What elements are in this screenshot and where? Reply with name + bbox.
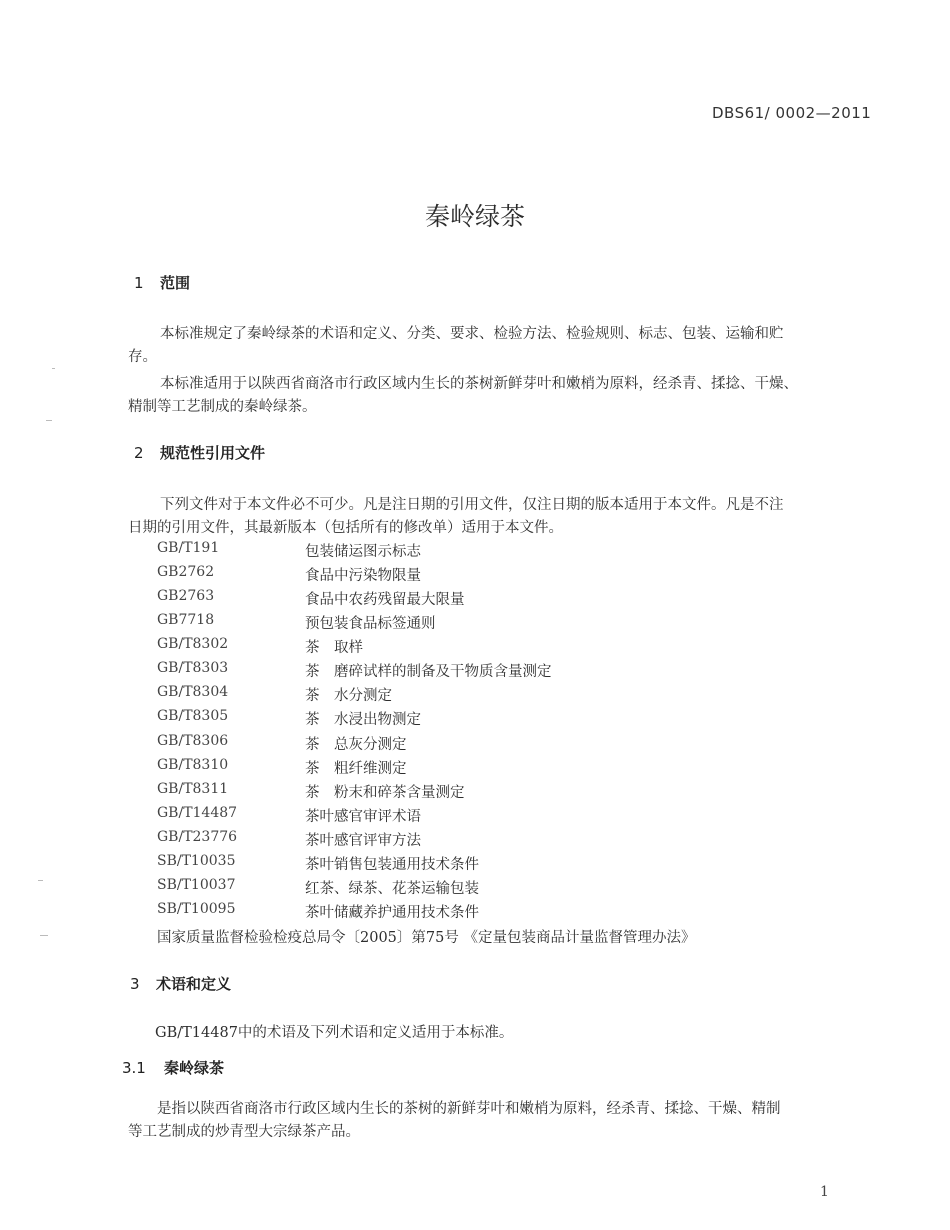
decree-reference: 国家质量监督检验检疫总局令〔2005〕第75号 《定量包装商品计量监督管理办法》: [157, 930, 696, 946]
reference-code: SB/T10035: [157, 853, 236, 869]
reference-title: 茶 总灰分测定: [305, 737, 407, 753]
reference-code: GB2763: [157, 588, 215, 604]
section-3-number: 3: [130, 975, 140, 993]
section-2-heading: [134, 442, 265, 463]
reference-code: SB/T10037: [157, 877, 236, 893]
page-number: 1: [820, 1184, 829, 1200]
section-3-1-definition-line-2: 等工艺制成的炒青型大宗绿茶产品。: [128, 1124, 360, 1140]
reference-code: GB/T8311: [157, 781, 229, 797]
reference-code: GB/T8303: [157, 660, 229, 676]
reference-code: GB/T8310: [157, 757, 229, 773]
section-3-1-heading: [122, 1057, 224, 1078]
section-1-title: 范围: [160, 274, 191, 292]
section-3-heading: [130, 973, 231, 994]
reference-code: GB7718: [157, 612, 215, 628]
scan-speck: [40, 935, 48, 936]
reference-code: GB/T191: [157, 540, 220, 556]
reference-title: 茶 磨碎试样的制备及干物质含量测定: [305, 664, 552, 680]
reference-title: 茶 水分测定: [305, 688, 392, 704]
section-2-number: 2: [134, 444, 144, 462]
standard-number: DBS61/ 0002—2011: [712, 104, 872, 122]
section-1-number: 1: [134, 274, 144, 292]
reference-title: 包装储运图示标志: [305, 544, 421, 560]
reference-title: 茶 粉末和碎茶含量测定: [305, 785, 465, 801]
section-3-1-title: 秦岭绿茶: [164, 1059, 225, 1077]
section-3-1-definition-line-1: 是指以陕西省商洛市行政区域内生长的茶树的新鲜芽叶和嫩梢为原料，经杀青、揉捻、干燥、精制: [157, 1101, 781, 1117]
reference-title: 茶叶销售包装通用技术条件: [305, 857, 479, 873]
reference-title: 茶叶储藏养护通用技术条件: [305, 905, 479, 921]
scan-speck: [46, 420, 52, 421]
section-1-paragraph-1-line-2: 存。: [128, 349, 157, 365]
reference-title: 茶叶感官评审方法: [305, 833, 421, 849]
reference-code: GB/T8302: [157, 636, 229, 652]
section-1-heading: [134, 272, 190, 293]
reference-title: 食品中农药残留最大限量: [305, 592, 465, 608]
section-1-paragraph-2-line-2: 精制等工艺制成的秦岭绿茶。: [128, 399, 317, 415]
section-1-paragraph-2-line-1: 本标准适用于以陕西省商洛市行政区域内生长的茶树新鲜芽叶和嫩梢为原料，经杀青、揉捻、干燥、: [160, 376, 798, 392]
section-3-intro: GB/T14487中的术语及下列术语和定义适用于本标准。: [155, 1025, 514, 1041]
section-3-title: 术语和定义: [156, 975, 232, 993]
document-title: 秦岭绿茶: [424, 202, 525, 231]
reference-title: 预包装食品标签通则: [305, 616, 436, 632]
section-3-1-number: 3.1: [122, 1059, 146, 1077]
reference-title: 茶 取样: [305, 640, 363, 656]
reference-title: 茶叶感官审评术语: [305, 809, 421, 825]
reference-code: GB/T8305: [157, 708, 229, 724]
section-1-paragraph-1-line-1: 本标准规定了秦岭绿茶的术语和定义、分类、要求、检验方法、检验规则、标志、包装、运输和贮: [160, 326, 784, 342]
reference-code: GB/T8306: [157, 733, 229, 749]
section-2-intro-line-2: 日期的引用文件，其最新版本（包括所有的修改单）适用于本文件。: [128, 520, 563, 536]
reference-code: GB/T8304: [157, 684, 229, 700]
reference-code: SB/T10095: [157, 901, 236, 917]
reference-title: 红茶、绿茶、花茶运输包装: [305, 881, 479, 897]
reference-title: 食品中污染物限量: [305, 568, 421, 584]
reference-title: 茶 粗纤维测定: [305, 761, 407, 777]
reference-code: GB/T14487: [157, 805, 238, 821]
scan-speck: [52, 368, 55, 369]
reference-title: 茶 水浸出物测定: [305, 712, 421, 728]
section-2-intro-line-1: 下列文件对于本文件必不可少。凡是注日期的引用文件，仅注日期的版本适用于本文件。凡是不注: [160, 497, 784, 513]
reference-code: GB2762: [157, 564, 215, 580]
section-2-title: 规范性引用文件: [160, 444, 266, 462]
scan-speck: [38, 880, 43, 881]
reference-code: GB/T23776: [157, 829, 238, 845]
